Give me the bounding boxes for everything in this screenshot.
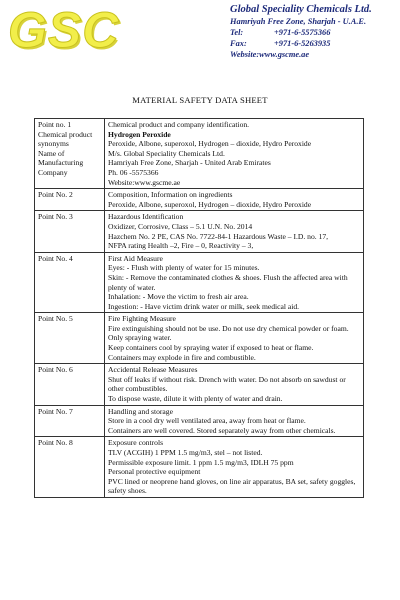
section-heading: Chemical product and company identification.	[108, 120, 250, 129]
company-name: Global Speciality Chemicals Ltd.	[230, 4, 372, 15]
point-label-line: Point No. 2	[38, 190, 73, 200]
point-label-line: Point no. 1	[38, 120, 72, 129]
section-line: M/s. Global Speciality Chemicals Ltd.	[108, 148, 225, 158]
point-label-cell	[35, 211, 105, 252]
section-heading: Hazardous Identification	[108, 212, 184, 222]
section-line: Fire extinguishing should not be use. Do not use dry chemical powder or foam. Only spraying water.	[108, 323, 349, 343]
table-row	[35, 119, 364, 189]
point-content-cell	[105, 189, 364, 211]
section-line: TLV (ACGIH) 1 PPM 1.5 mg/m3, stel – not listed.	[108, 448, 263, 457]
section-line: Permissible exposure limit. 1 ppm 1.5 mg/m3, IDLH 75 ppm	[108, 457, 294, 467]
point-label-cell	[35, 364, 105, 405]
point-label-cell	[35, 437, 105, 498]
point-content-cell	[105, 437, 364, 498]
section-line: Peroxide, Albone, superoxol, Hydrogen – dioxide, Hydro Peroxide	[108, 139, 312, 149]
fax-label: Fax:	[230, 39, 247, 48]
section-line: Ingestion: - Have victim drink water or milk, seek medical aid.	[108, 301, 300, 311]
section-line: Website:www.gscme.ae	[108, 177, 181, 187]
section-line: PVC lined or neoprene hand gloves, on line air apparatus, BA set, safety goggles, safety shoes.	[108, 476, 356, 496]
point-label-line: Point No. 5	[38, 314, 73, 324]
point-content-cell	[105, 211, 364, 252]
point-label-cell	[35, 313, 105, 364]
point-content-cell	[105, 252, 364, 313]
point-label-line: Point No. 3	[38, 212, 73, 222]
section-heading: First Aid Measure	[108, 253, 163, 263]
point-content-cell	[105, 119, 364, 189]
table-row	[35, 313, 364, 364]
section-heading: Handling and storage	[108, 406, 173, 416]
point-label-line: Manufacturing	[38, 158, 84, 168]
point-label-line: Point No. 4	[38, 253, 73, 263]
section-heading: Accidental Release Measures	[108, 365, 198, 375]
table-row	[35, 437, 364, 498]
website-link[interactable]: www.gscme.ae	[259, 50, 310, 59]
point-label-line: Name of	[38, 148, 65, 158]
point-label-line: Point No. 6	[38, 365, 73, 375]
point-label-line: Chemical product	[38, 129, 93, 139]
letterhead	[0, 0, 400, 72]
point-label-cell	[35, 405, 105, 437]
section-line: Keep containers cool by spraying water if exposed to heat or flame.	[108, 343, 314, 353]
point-label-cell	[35, 252, 105, 313]
website-row	[230, 49, 398, 60]
point-label-line: synonyms	[38, 139, 69, 149]
company-details	[230, 4, 398, 60]
section-line: Inhalation: - Move the victim to fresh air area.	[108, 292, 249, 302]
section-line: NFPA rating Health –2, Fire – 0, Reactivity – 3,	[108, 241, 254, 251]
table-row	[35, 405, 364, 437]
point-label-line: Company	[38, 167, 68, 177]
section-heading: Fire Fighting Measure	[108, 314, 176, 324]
table-row	[35, 364, 364, 405]
tel-row	[230, 27, 398, 38]
section-line: Hamriyah Free Zone, Sharjah - United Arab Emirates	[108, 158, 271, 168]
website-label: Website:	[230, 50, 260, 59]
tel-value: +971-6-5575366	[274, 28, 331, 37]
section-line: Eyes: - Flush with plenty of water for 15 minutes.	[108, 263, 260, 273]
point-label-cell	[35, 119, 105, 189]
point-content-cell	[105, 405, 364, 437]
msds-table	[34, 118, 364, 498]
section-line: Ph. 06 -5575366	[108, 167, 159, 177]
point-content-cell	[105, 313, 364, 364]
company-address: Hamriyah Free Zone, Sharjah - U.A.E.	[230, 17, 367, 26]
point-label-cell	[35, 189, 105, 211]
fax-row	[230, 38, 398, 49]
table-row	[35, 189, 364, 211]
section-line: Personal protective equipment	[108, 467, 201, 477]
tel-label: Tel:	[230, 28, 244, 37]
section-line: Shut off leaks if without risk. Drench with water. Do not absorb on sawdust or other combustibles.	[108, 374, 346, 394]
section-line: To dispose waste, dilute it with plenty of water and drain.	[108, 394, 283, 404]
section-heading: Composition, Information on ingredients	[108, 190, 233, 200]
section-line: Store in a cool dry well ventilated area, away from heat or flame.	[108, 416, 306, 426]
gsc-logo: GSC	[8, 2, 120, 58]
section-line: Skin: - Remove the contaminated clothes & shoes. Flush the affected area with plenty of water.	[108, 272, 348, 292]
fax-value: +971-6-5263935	[274, 39, 331, 48]
section-line: Hazchem No. 2 PE, CAS No. 7722-84-1 Hazardous Waste – I.D. no. 17,	[108, 231, 329, 241]
section-line: Peroxide, Albone, superoxol, Hydrogen – dioxide, Hydro Peroxide	[108, 199, 312, 209]
table-row	[35, 252, 364, 313]
section-line: Containers are well covered. Stored separately away from other chemicals.	[108, 425, 336, 435]
section-line: Hydrogen Peroxide	[108, 129, 171, 139]
point-label-line: Point No. 7	[38, 406, 73, 416]
section-heading: Exposure controls	[108, 438, 164, 448]
table-row	[35, 211, 364, 252]
point-label-line: Point No. 8	[38, 438, 73, 448]
document-title: MATERIAL SAFETY DATA SHEET	[132, 95, 268, 105]
section-line: Containers may explode in fire and combustible.	[108, 352, 256, 362]
section-line: Oxidizer, Corrosive, Class – 5.1 U.N. No. 2014	[108, 221, 253, 231]
point-content-cell	[105, 364, 364, 405]
